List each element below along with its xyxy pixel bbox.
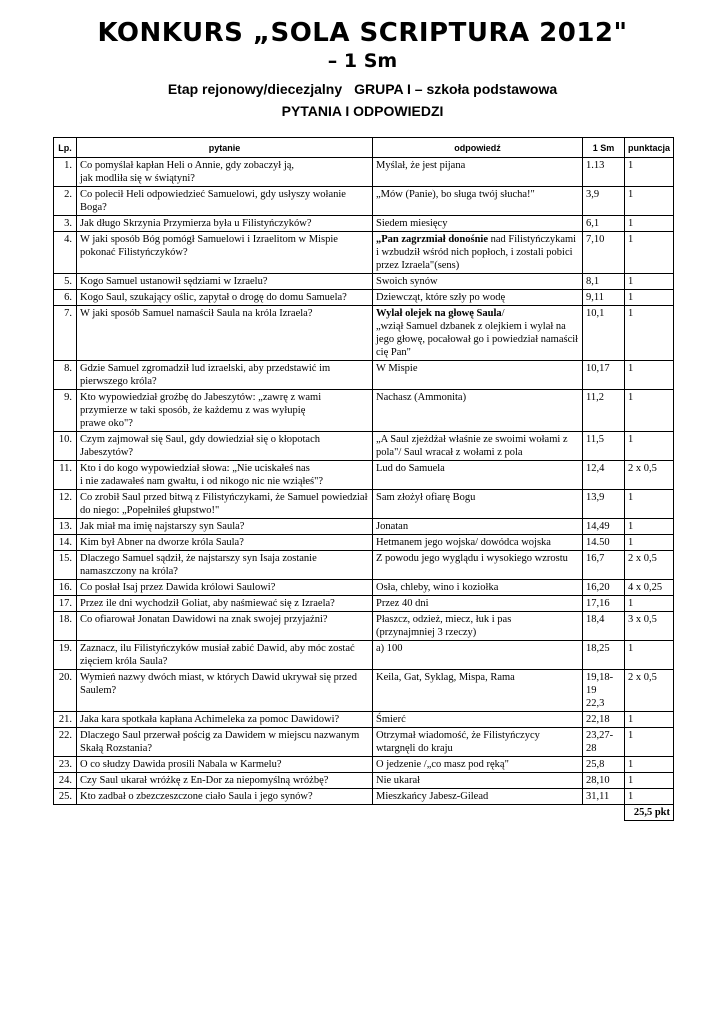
answer-emphasis: Wylał olejek na głowę Saula — [376, 308, 502, 319]
table-row — [54, 596, 674, 612]
answer-cell — [373, 187, 583, 216]
table-header-row — [54, 138, 674, 158]
points-cell: 1 — [625, 757, 674, 773]
reference-cell: 10,1 — [583, 306, 625, 361]
reference-cell: 8,1 — [583, 274, 625, 290]
answer-text: Osła, chleby, wino i koziołka — [376, 582, 499, 593]
question-cell: O co słudzy Dawida prosili Nabala w Karmelu? — [77, 757, 373, 773]
reference-cell: 28,10 — [583, 773, 625, 789]
question-cell: Kto zadbał o zbezczeszczone ciało Saula i jego synów? — [77, 789, 373, 805]
reference-cell: 16,7 — [583, 551, 625, 580]
points-cell: 1 — [625, 361, 674, 390]
answer-cell — [373, 519, 583, 535]
answer-text: „Mów (Panie), bo sługa twój słucha!" — [376, 189, 535, 200]
answer-text: / „wziął Samuel dzbanek z olejkiem i wylał na jego głowę, pocałował go i powiedział namaścił cię Pan" — [376, 308, 579, 358]
answer-emphasis: „Pan zagrzmiał donośnie — [376, 234, 488, 245]
document-title: KONKURS „SOLA SCRIPTURA 2012" — [97, 18, 628, 48]
question-cell: Jaka kara spotkała kapłana Achimeleka za pomoc Dawidowi? — [77, 712, 373, 728]
answer-cell — [373, 274, 583, 290]
table-row — [54, 306, 674, 361]
answer-text: „A Saul zjeżdżał właśnie ze swoimi wołami z pola"/ Saul wracał z wołami z pola — [376, 434, 568, 458]
answer-cell — [373, 773, 583, 789]
reference-cell: 14.50 — [583, 535, 625, 551]
answer-text: Mieszkańcy Jabesz-Gilead — [376, 791, 489, 802]
row-number: 2. — [54, 187, 77, 216]
question-cell: Co pomyślał kapłan Heli o Annie, gdy zobaczył ją, jak modliła się w świątyni? — [77, 158, 373, 187]
reference-cell: 9,11 — [583, 290, 625, 306]
reference-cell: 12,4 — [583, 461, 625, 490]
answer-cell — [373, 670, 583, 712]
column-header-reference: 1 Sm — [583, 138, 625, 158]
row-number: 6. — [54, 290, 77, 306]
table-row — [54, 789, 674, 805]
answer-text: Śmierć — [376, 714, 406, 725]
points-cell: 4 x 0,25 — [625, 580, 674, 596]
row-number: 21. — [54, 712, 77, 728]
table-row — [54, 290, 674, 306]
points-cell: 1 — [625, 274, 674, 290]
reference-cell: 6,1 — [583, 216, 625, 232]
points-cell: 1 — [625, 490, 674, 519]
table-row — [54, 535, 674, 551]
row-number: 16. — [54, 580, 77, 596]
row-number: 10. — [54, 432, 77, 461]
points-cell: 1 — [625, 773, 674, 789]
question-cell: W jaki sposób Samuel namaścił Saula na króla Izraela? — [77, 306, 373, 361]
row-number: 15. — [54, 551, 77, 580]
reference-cell: 11,5 — [583, 432, 625, 461]
reference-cell: 11,2 — [583, 390, 625, 432]
table-row — [54, 187, 674, 216]
answer-text: a) 100 — [376, 643, 403, 654]
row-number: 7. — [54, 306, 77, 361]
question-cell: Co polecił Heli odpowiedzieć Samuelowi, gdy usłyszy wołanie Boga? — [77, 187, 373, 216]
points-cell: 1 — [625, 535, 674, 551]
total-points: 25,5 pkt — [625, 805, 674, 821]
table-row — [54, 390, 674, 432]
row-number: 4. — [54, 232, 77, 274]
reference-cell: 16,20 — [583, 580, 625, 596]
column-header-points: punktacja — [625, 138, 674, 158]
answer-cell — [373, 306, 583, 361]
reference-cell: 7,10 — [583, 232, 625, 274]
question-cell: Jak długo Skrzynia Przymierza była u Filistyńczyków? — [77, 216, 373, 232]
points-cell: 1 — [625, 519, 674, 535]
question-cell: Co zrobił Saul przed bitwą z Filistyńczykami, że Samuel powiedział do niego: „Popełniłeś głupstwo!" — [77, 490, 373, 519]
document-header — [0, 18, 725, 120]
question-cell: Czym zajmował się Saul, gdy dowiedział się o kłopotach Jabeszytów? — [77, 432, 373, 461]
reference-cell: 23,27-28 — [583, 728, 625, 757]
question-cell: Kto wypowiedział groźbę do Jabeszytów: „zawrę z wami przymierze w taki sposób, że każdemu z was wyłupię prawe oko"? — [77, 390, 373, 432]
points-cell: 2 x 0,5 — [625, 461, 674, 490]
row-number: 20. — [54, 670, 77, 712]
question-cell: Kim był Abner na dworze króla Saula? — [77, 535, 373, 551]
answer-cell — [373, 596, 583, 612]
row-number: 18. — [54, 612, 77, 641]
question-cell: Wymień nazwy dwóch miast, w których Dawid ukrywał się przed Saulem? — [77, 670, 373, 712]
questions-table — [53, 137, 674, 821]
points-cell: 1 — [625, 789, 674, 805]
section-title: PYTANIA I ODPOWIEDZI — [281, 103, 444, 119]
row-number: 17. — [54, 596, 77, 612]
reference-cell: 18,25 — [583, 641, 625, 670]
answer-text: Płaszcz, odzież, miecz, łuk i pas (przynajmniej 3 rzeczy) — [376, 614, 512, 638]
answer-text: Swoich synów — [376, 276, 438, 287]
reference-cell: 22,18 — [583, 712, 625, 728]
reference-cell: 10,17 — [583, 361, 625, 390]
row-number: 3. — [54, 216, 77, 232]
row-number: 23. — [54, 757, 77, 773]
question-cell: Co posłał Isaj przez Dawida królowi Saulowi? — [77, 580, 373, 596]
answer-cell — [373, 789, 583, 805]
table-row — [54, 216, 674, 232]
reference-cell: 17,16 — [583, 596, 625, 612]
reference-cell: 14,49 — [583, 519, 625, 535]
points-cell: 1 — [625, 712, 674, 728]
answer-text: Hetmanem jego wojska/ dowódca wojska — [376, 537, 551, 548]
stage-line — [0, 80, 725, 98]
answer-cell — [373, 580, 583, 596]
question-cell: Gdzie Samuel zgromadził lud izraelski, aby przedstawić im pierwszego króla? — [77, 361, 373, 390]
answer-cell — [373, 158, 583, 187]
points-cell: 1 — [625, 390, 674, 432]
reference-cell: 1.13 — [583, 158, 625, 187]
table-row — [54, 670, 674, 712]
row-number: 19. — [54, 641, 77, 670]
points-cell: 1 — [625, 187, 674, 216]
row-number: 22. — [54, 728, 77, 757]
answer-text: Siedem miesięcy — [376, 218, 448, 229]
question-cell: Czy Saul ukarał wróżkę z En-Dor za niepomyślną wróżbę? — [77, 773, 373, 789]
table-row — [54, 232, 674, 274]
answer-cell — [373, 461, 583, 490]
table-row — [54, 728, 674, 757]
answer-cell — [373, 232, 583, 274]
answer-cell — [373, 361, 583, 390]
question-cell: Zaznacz, ilu Filistyńczyków musiał zabić Dawid, aby móc zostać zięciem króla Saula? — [77, 641, 373, 670]
group-label: GRUPA I – szkoła podstawowa — [354, 81, 558, 97]
total-row — [54, 805, 674, 821]
table-row — [54, 612, 674, 641]
answer-text: Sam złożył ofiarę Bogu — [376, 492, 476, 503]
row-number: 12. — [54, 490, 77, 519]
answer-text: Keila, Gat, Syklag, Mispa, Rama — [376, 672, 515, 683]
points-cell: 2 x 0,5 — [625, 551, 674, 580]
answer-text: Nie ukarał — [376, 775, 421, 786]
question-cell: Kogo Samuel ustanowił sędziami w Izraelu? — [77, 274, 373, 290]
table-row — [54, 361, 674, 390]
answer-cell — [373, 612, 583, 641]
row-number: 9. — [54, 390, 77, 432]
answer-text: O jedzenie /„co masz pod ręką" — [376, 759, 509, 770]
row-number: 5. — [54, 274, 77, 290]
answer-text: Dziewcząt, które szły po wodę — [376, 292, 506, 303]
table-row — [54, 712, 674, 728]
answer-cell — [373, 551, 583, 580]
answer-cell — [373, 290, 583, 306]
reference-cell: 18,4 — [583, 612, 625, 641]
answer-cell — [373, 535, 583, 551]
answer-text: nad Filistyńczykami i wzbudził wśród nich popłoch, i zostali pobici przez Izraela"(sens) — [376, 234, 577, 271]
table-row — [54, 551, 674, 580]
points-cell: 1 — [625, 216, 674, 232]
points-cell: 3 x 0,5 — [625, 612, 674, 641]
answer-text: Z powodu jego wyglądu i wysokiego wzrostu — [376, 553, 568, 564]
question-cell: Co ofiarował Jonatan Dawidowi na znak swojej przyjaźni? — [77, 612, 373, 641]
answer-cell — [373, 432, 583, 461]
answer-cell — [373, 712, 583, 728]
document-subtitle: – 1 Sm — [327, 50, 398, 72]
column-header-lp: Lp. — [54, 138, 77, 158]
column-header-answer: odpowiedź — [373, 138, 583, 158]
points-cell: 1 — [625, 728, 674, 757]
points-cell: 2 x 0,5 — [625, 670, 674, 712]
answer-cell — [373, 757, 583, 773]
question-cell: Dlaczego Saul przerwał pościg za Dawidem w miejscu nazwanym Skałą Rozstania? — [77, 728, 373, 757]
answer-cell — [373, 390, 583, 432]
row-number: 14. — [54, 535, 77, 551]
row-number: 13. — [54, 519, 77, 535]
table-row — [54, 490, 674, 519]
points-cell: 1 — [625, 290, 674, 306]
answer-text: Jonatan — [376, 521, 409, 532]
answer-text: Otrzymał wiadomość, że Filistyńczycy wtargnęli do kraju — [376, 730, 540, 754]
table-row — [54, 519, 674, 535]
row-number: 25. — [54, 789, 77, 805]
answer-text: Myślał, że jest pijana — [376, 160, 466, 171]
question-cell: Kto i do kogo wypowiedział słowa: „Nie uciskałeś nas i nie zadawałeś nam gwałtu, i od nikogo nic nie wziąłeś"? — [77, 461, 373, 490]
table-row — [54, 432, 674, 461]
row-number: 8. — [54, 361, 77, 390]
reference-cell: 31,11 — [583, 789, 625, 805]
question-cell: Kogo Saul, szukający oślic, zapytał o drogę do domu Samuela? — [77, 290, 373, 306]
points-cell: 1 — [625, 641, 674, 670]
reference-cell: 25,8 — [583, 757, 625, 773]
points-cell: 1 — [625, 596, 674, 612]
table-row — [54, 641, 674, 670]
table-row — [54, 580, 674, 596]
row-number: 1. — [54, 158, 77, 187]
table-row — [54, 158, 674, 187]
points-cell: 1 — [625, 432, 674, 461]
answer-cell — [373, 641, 583, 670]
stage-label: Etap rejonowy/diecezjalny — [167, 81, 343, 97]
column-header-question: pytanie — [77, 138, 373, 158]
answer-cell — [373, 490, 583, 519]
answer-text: Nachasz (Ammonita) — [376, 392, 467, 403]
question-cell: Jak miał ma imię najstarszy syn Saula? — [77, 519, 373, 535]
reference-cell: 19,18-19 22,3 — [583, 670, 625, 712]
points-cell: 1 — [625, 158, 674, 187]
answer-text: W Mispie — [376, 363, 418, 374]
answer-text: Przez 40 dni — [376, 598, 429, 609]
question-cell: Przez ile dni wychodził Goliat, aby naśmiewać się z Izraela? — [77, 596, 373, 612]
question-cell: Dlaczego Samuel sądził, że najstarszy syn Isaja zostanie namaszczony na króla? — [77, 551, 373, 580]
table-body — [54, 158, 674, 805]
table-row — [54, 773, 674, 789]
answer-cell — [373, 728, 583, 757]
row-number: 11. — [54, 461, 77, 490]
reference-cell: 13,9 — [583, 490, 625, 519]
table-row — [54, 274, 674, 290]
table-row — [54, 757, 674, 773]
row-number: 24. — [54, 773, 77, 789]
table-row — [54, 461, 674, 490]
answer-cell — [373, 216, 583, 232]
points-cell: 1 — [625, 232, 674, 274]
answer-text: Lud do Samuela — [376, 463, 445, 474]
question-cell: W jaki sposób Bóg pomógł Samuelowi i Izraelitom w Mispie pokonać Filistyńczyków? — [77, 232, 373, 274]
reference-cell: 3,9 — [583, 187, 625, 216]
points-cell: 1 — [625, 306, 674, 361]
